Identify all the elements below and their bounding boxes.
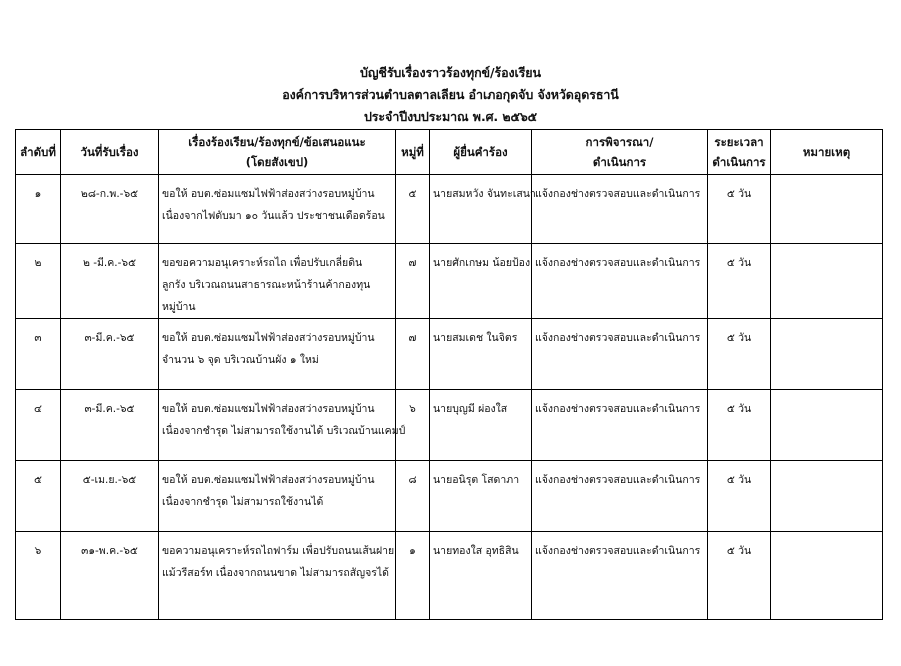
- cell-period: ๕ วัน: [708, 390, 771, 461]
- cell-moo: ๗: [396, 244, 430, 319]
- header-subject-line2: (โดยสังเขป): [245, 155, 309, 169]
- header-period-line1: ระยะเวลา: [714, 135, 764, 149]
- cell-subject: [159, 175, 396, 244]
- cell-subject: [159, 244, 396, 319]
- subject-line: เนื่องจากชำรุด ไม่สามารถใช้งานได้ บริเวณบ้านแคมป์: [162, 425, 406, 437]
- cell-moo: ๖: [396, 390, 430, 461]
- header-subject-line1: เรื่องร้องเรียน/ร้องทุกข์/ข้อเสนอแนะ: [188, 135, 366, 149]
- cell-no: ๔: [16, 390, 61, 461]
- complaints-table: [15, 129, 883, 620]
- cell-date: ๓-มี.ค.-๖๕: [61, 319, 159, 390]
- document-title: บัญชีรับเรื่องราวร้องทุกข์/ร้องเรียน: [360, 65, 541, 80]
- header-period-line2: ดำเนินการ: [712, 155, 766, 169]
- cell-period: ๕ วัน: [708, 319, 771, 390]
- header-no: ลำดับที่: [16, 130, 61, 175]
- subject-line: จำนวน ๖ จุด บริเวณบ้านผัง ๑ ใหม่: [162, 354, 319, 366]
- subject-line: แม้วรีสอร์ท เนื่องจากถนนขาด ไม่สามารถสัญจรได้: [162, 567, 389, 579]
- organization-name: องค์การบริหารส่วนตำบลตาลเลียน อำเภอกุดจับ จังหวัดอุดรธานี: [282, 87, 619, 102]
- table-row: [16, 461, 883, 532]
- cell-name: นายอนิรุต โสดาภา: [430, 461, 532, 532]
- cell-remark: [771, 532, 883, 620]
- table-row: [16, 175, 883, 244]
- subject-line: ขอความอนุเคราะห์รถไถฟาร์ม เพื่อปรับถนนเส้นฝาย: [162, 545, 395, 557]
- cell-name: นายสมหวัง จันทะเสนา: [430, 175, 532, 244]
- cell-date: ๒๘-ก.พ.-๖๕: [61, 175, 159, 244]
- cell-moo: ๑: [396, 532, 430, 620]
- cell-remark: [771, 244, 883, 319]
- cell-action: แจ้งกองช่างตรวจสอบและดำเนินการ: [532, 461, 708, 532]
- cell-moo: ๕: [396, 175, 430, 244]
- cell-action: แจ้งกองช่างตรวจสอบและดำเนินการ: [532, 390, 708, 461]
- table-row: [16, 532, 883, 620]
- table-header-row: [16, 130, 883, 175]
- cell-no: ๖: [16, 532, 61, 620]
- header-remark: หมายเหตุ: [771, 130, 883, 175]
- cell-date: ๓-มี.ค.-๖๕: [61, 390, 159, 461]
- document-header: [0, 62, 901, 128]
- cell-period: ๕ วัน: [708, 461, 771, 532]
- fiscal-year: ประจำปีงบประมาณ พ.ศ. ๒๕๖๕: [363, 109, 538, 124]
- cell-date: ๒ -มี.ค.-๖๕: [61, 244, 159, 319]
- cell-name: นายบุญมี ผ่องใส: [430, 390, 532, 461]
- cell-remark: [771, 461, 883, 532]
- subject-line: เนื่องจากชำรุด ไม่สามารถใช้งานได้: [162, 496, 324, 508]
- cell-period: ๕ วัน: [708, 532, 771, 620]
- cell-action: แจ้งกองช่างตรวจสอบและดำเนินการ: [532, 319, 708, 390]
- cell-remark: [771, 319, 883, 390]
- cell-no: ๑: [16, 175, 61, 244]
- cell-subject: [159, 319, 396, 390]
- cell-subject: [159, 532, 396, 620]
- cell-action: แจ้งกองช่างตรวจสอบและดำเนินการ: [532, 244, 708, 319]
- table-row: [16, 390, 883, 461]
- subject-line: ขอขอความอนุเคราะห์รถไถ เพื่อปรับเกลี่ยดิน: [162, 257, 363, 269]
- cell-subject: [159, 390, 406, 461]
- header-subject: [159, 130, 396, 175]
- cell-remark: [771, 175, 883, 244]
- cell-name: นายศักเกษม น้อยป้อง: [430, 244, 532, 319]
- subject-line: เนื่องจากไฟดับมา ๑๐ วันแล้ว ประชาชนเดือดร้อน: [162, 210, 385, 222]
- cell-period: ๕ วัน: [708, 244, 771, 319]
- subject-line: ขอให้ อบต.ซ่อมแซมไฟฟ้าส่องสว่างรอบหมู่บ้าน: [162, 332, 375, 344]
- cell-subject: [159, 461, 396, 532]
- cell-action: แจ้งกองช่างตรวจสอบและดำเนินการ: [532, 532, 708, 620]
- cell-date: ๓๑-พ.ค.-๖๕: [61, 532, 159, 620]
- subject-line: ลูกรัง บริเวณถนนสาธารณะหน้าร้านค้ากองทุน: [162, 279, 371, 291]
- cell-no: ๕: [16, 461, 61, 532]
- cell-date: ๕-เม.ย.-๖๕: [61, 461, 159, 532]
- table-row: [16, 319, 883, 390]
- cell-name: นายสมเดช ในจิตร: [430, 319, 532, 390]
- header-date: วันที่รับเรื่อง: [61, 130, 159, 175]
- table-row: [16, 244, 883, 319]
- subject-line: หมู่บ้าน: [162, 301, 196, 313]
- cell-moo: ๘: [396, 461, 430, 532]
- header-action-line1: การพิจารณา/: [585, 135, 654, 149]
- cell-period: ๕ วัน: [708, 175, 771, 244]
- header-action-line2: ดำเนินการ: [592, 155, 647, 169]
- subject-line: ขอให้ อบต.ซ่อมแซมไฟฟ้าส่องสว่างรอบหมู่บ้าน: [162, 474, 375, 486]
- header-period: [708, 130, 771, 175]
- cell-name: นายทองใส อุทธิสิน: [430, 532, 532, 620]
- cell-remark: [771, 390, 883, 461]
- cell-action: แจ้งกองช่างตรวจสอบและดำเนินการ: [532, 175, 708, 244]
- header-action: [532, 130, 708, 175]
- cell-no: ๒: [16, 244, 61, 319]
- cell-no: ๓: [16, 319, 61, 390]
- subject-line: ขอให้ อบต.ซ่อมแซมไฟฟ้าส่องสว่างรอบหมู่บ้าน: [162, 403, 375, 415]
- subject-line: ขอให้ อบต.ซ่อมแซมไฟฟ้าส่องสว่างรอบหมู่บ้าน: [162, 188, 375, 200]
- header-moo: หมู่ที่: [396, 130, 430, 175]
- header-name: ผู้ยื่นคำร้อง: [430, 130, 532, 175]
- cell-moo: ๗: [396, 319, 430, 390]
